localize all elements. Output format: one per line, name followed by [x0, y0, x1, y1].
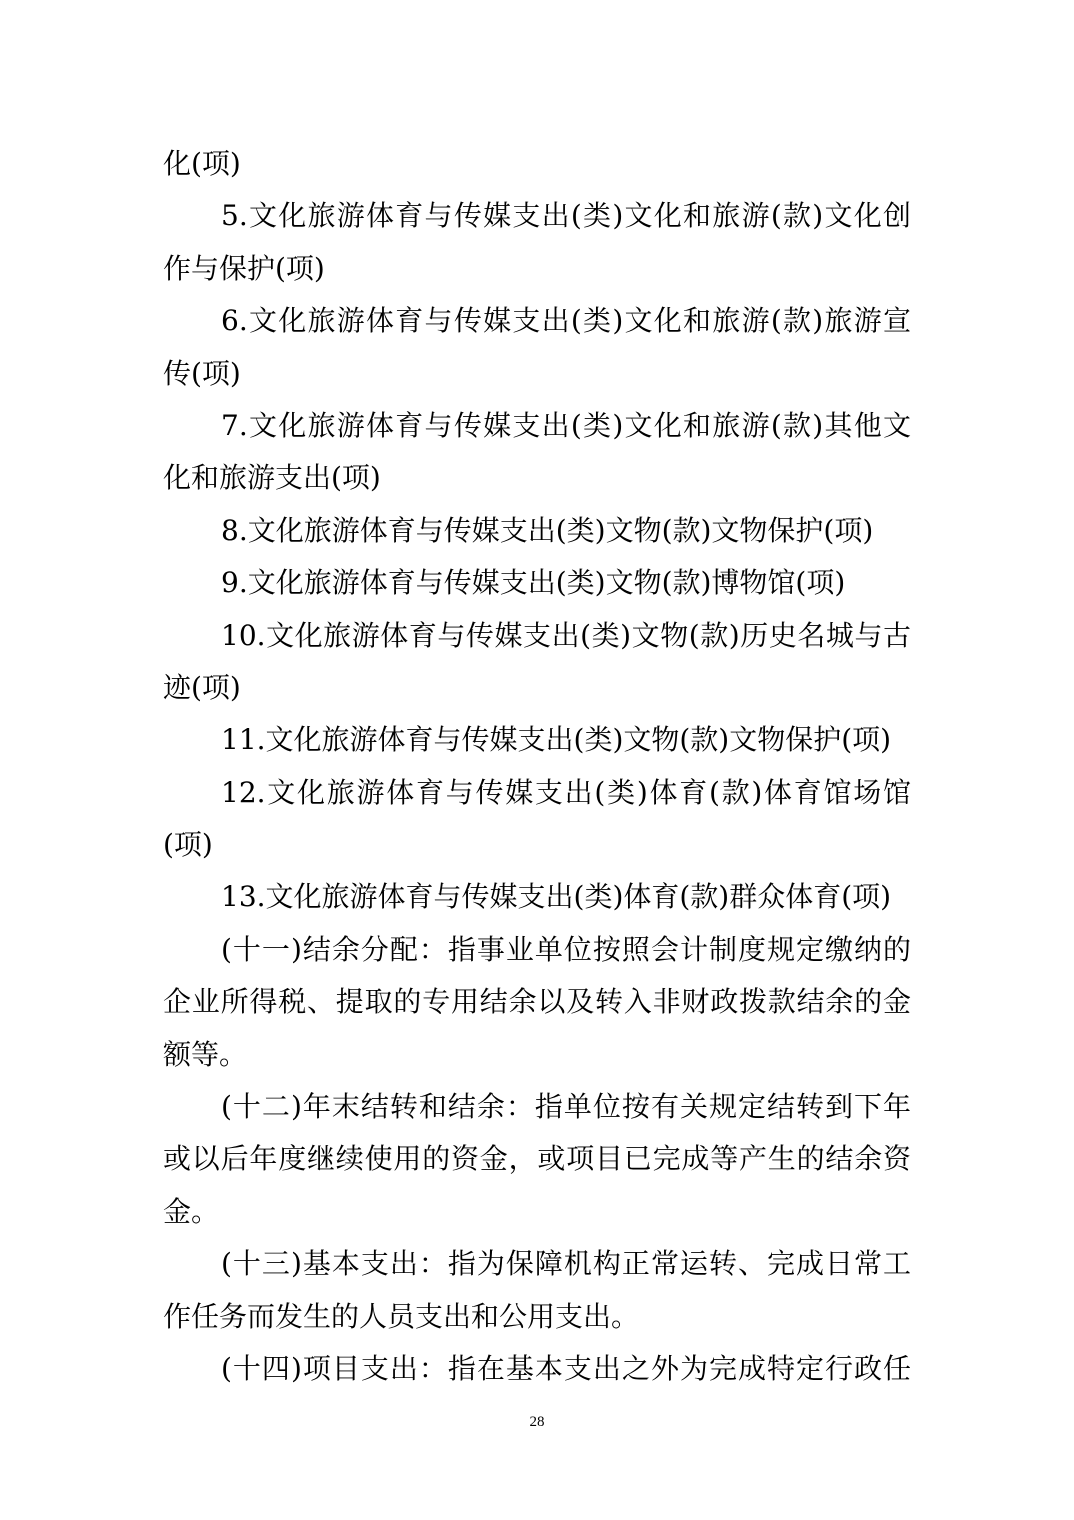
text-line: 8.文化旅游体育与传媒支出(类)文物(款)文物保护(项)	[221, 513, 874, 547]
text-line: 化和旅游支出(项)	[163, 461, 381, 495]
text-line: (十四)项目支出：指在基本支出之外为完成特定行政任	[221, 1351, 911, 1385]
text-line: 企业所得税、提取的专用结余以及转入非财政拨款结余的金	[163, 985, 911, 1019]
text-line: 9.文化旅游体育与传媒支出(类)文物(款)博物馆(项)	[221, 566, 846, 600]
text-line: 额等。	[163, 1037, 248, 1071]
text-line: 7.文化旅游体育与传媒支出(类)文化和旅游(款)其他文	[221, 408, 911, 442]
text-line: 13.文化旅游体育与传媒支出(类)体育(款)群众体育(项)	[221, 880, 892, 914]
text-line: 11.文化旅游体育与传媒支出(类)文物(款)文物保护(项)	[221, 723, 892, 757]
text-line: 5.文化旅游体育与传媒支出(类)文化和旅游(款)文化创	[221, 199, 911, 233]
text-line: 传(项)	[163, 356, 241, 390]
body-text	[163, 138, 911, 1395]
text-line: 化(项)	[163, 147, 241, 180]
text-line: 6.文化旅游体育与传媒支出(类)文化和旅游(款)旅游宣	[221, 304, 911, 338]
text-line: 迹(项)	[163, 670, 241, 704]
text-line: 或以后年度继续使用的资金，或项目已完成等产生的结余资	[163, 1142, 911, 1176]
text-line: 10.文化旅游体育与传媒支出(类)文物(款)历史名城与古	[221, 618, 911, 652]
text-line: 金。	[163, 1194, 220, 1228]
text-line: 作与保护(项)	[163, 251, 325, 285]
page-number: 28	[529, 1414, 545, 1430]
text-line: (项)	[163, 828, 213, 862]
text-line: (十三)基本支出：指为保障机构正常运转、完成日常工	[221, 1247, 911, 1281]
text-line: 12.文化旅游体育与传媒支出(类)体育(款)体育馆场馆	[221, 775, 911, 809]
text-line: 作任务而发生的人员支出和公用支出。	[163, 1299, 640, 1333]
text-line: (十一)结余分配：指事业单位按照会计制度规定缴纳的	[221, 932, 911, 966]
text-line: (十二)年末结转和结余：指单位按有关规定结转到下年	[221, 1090, 911, 1124]
